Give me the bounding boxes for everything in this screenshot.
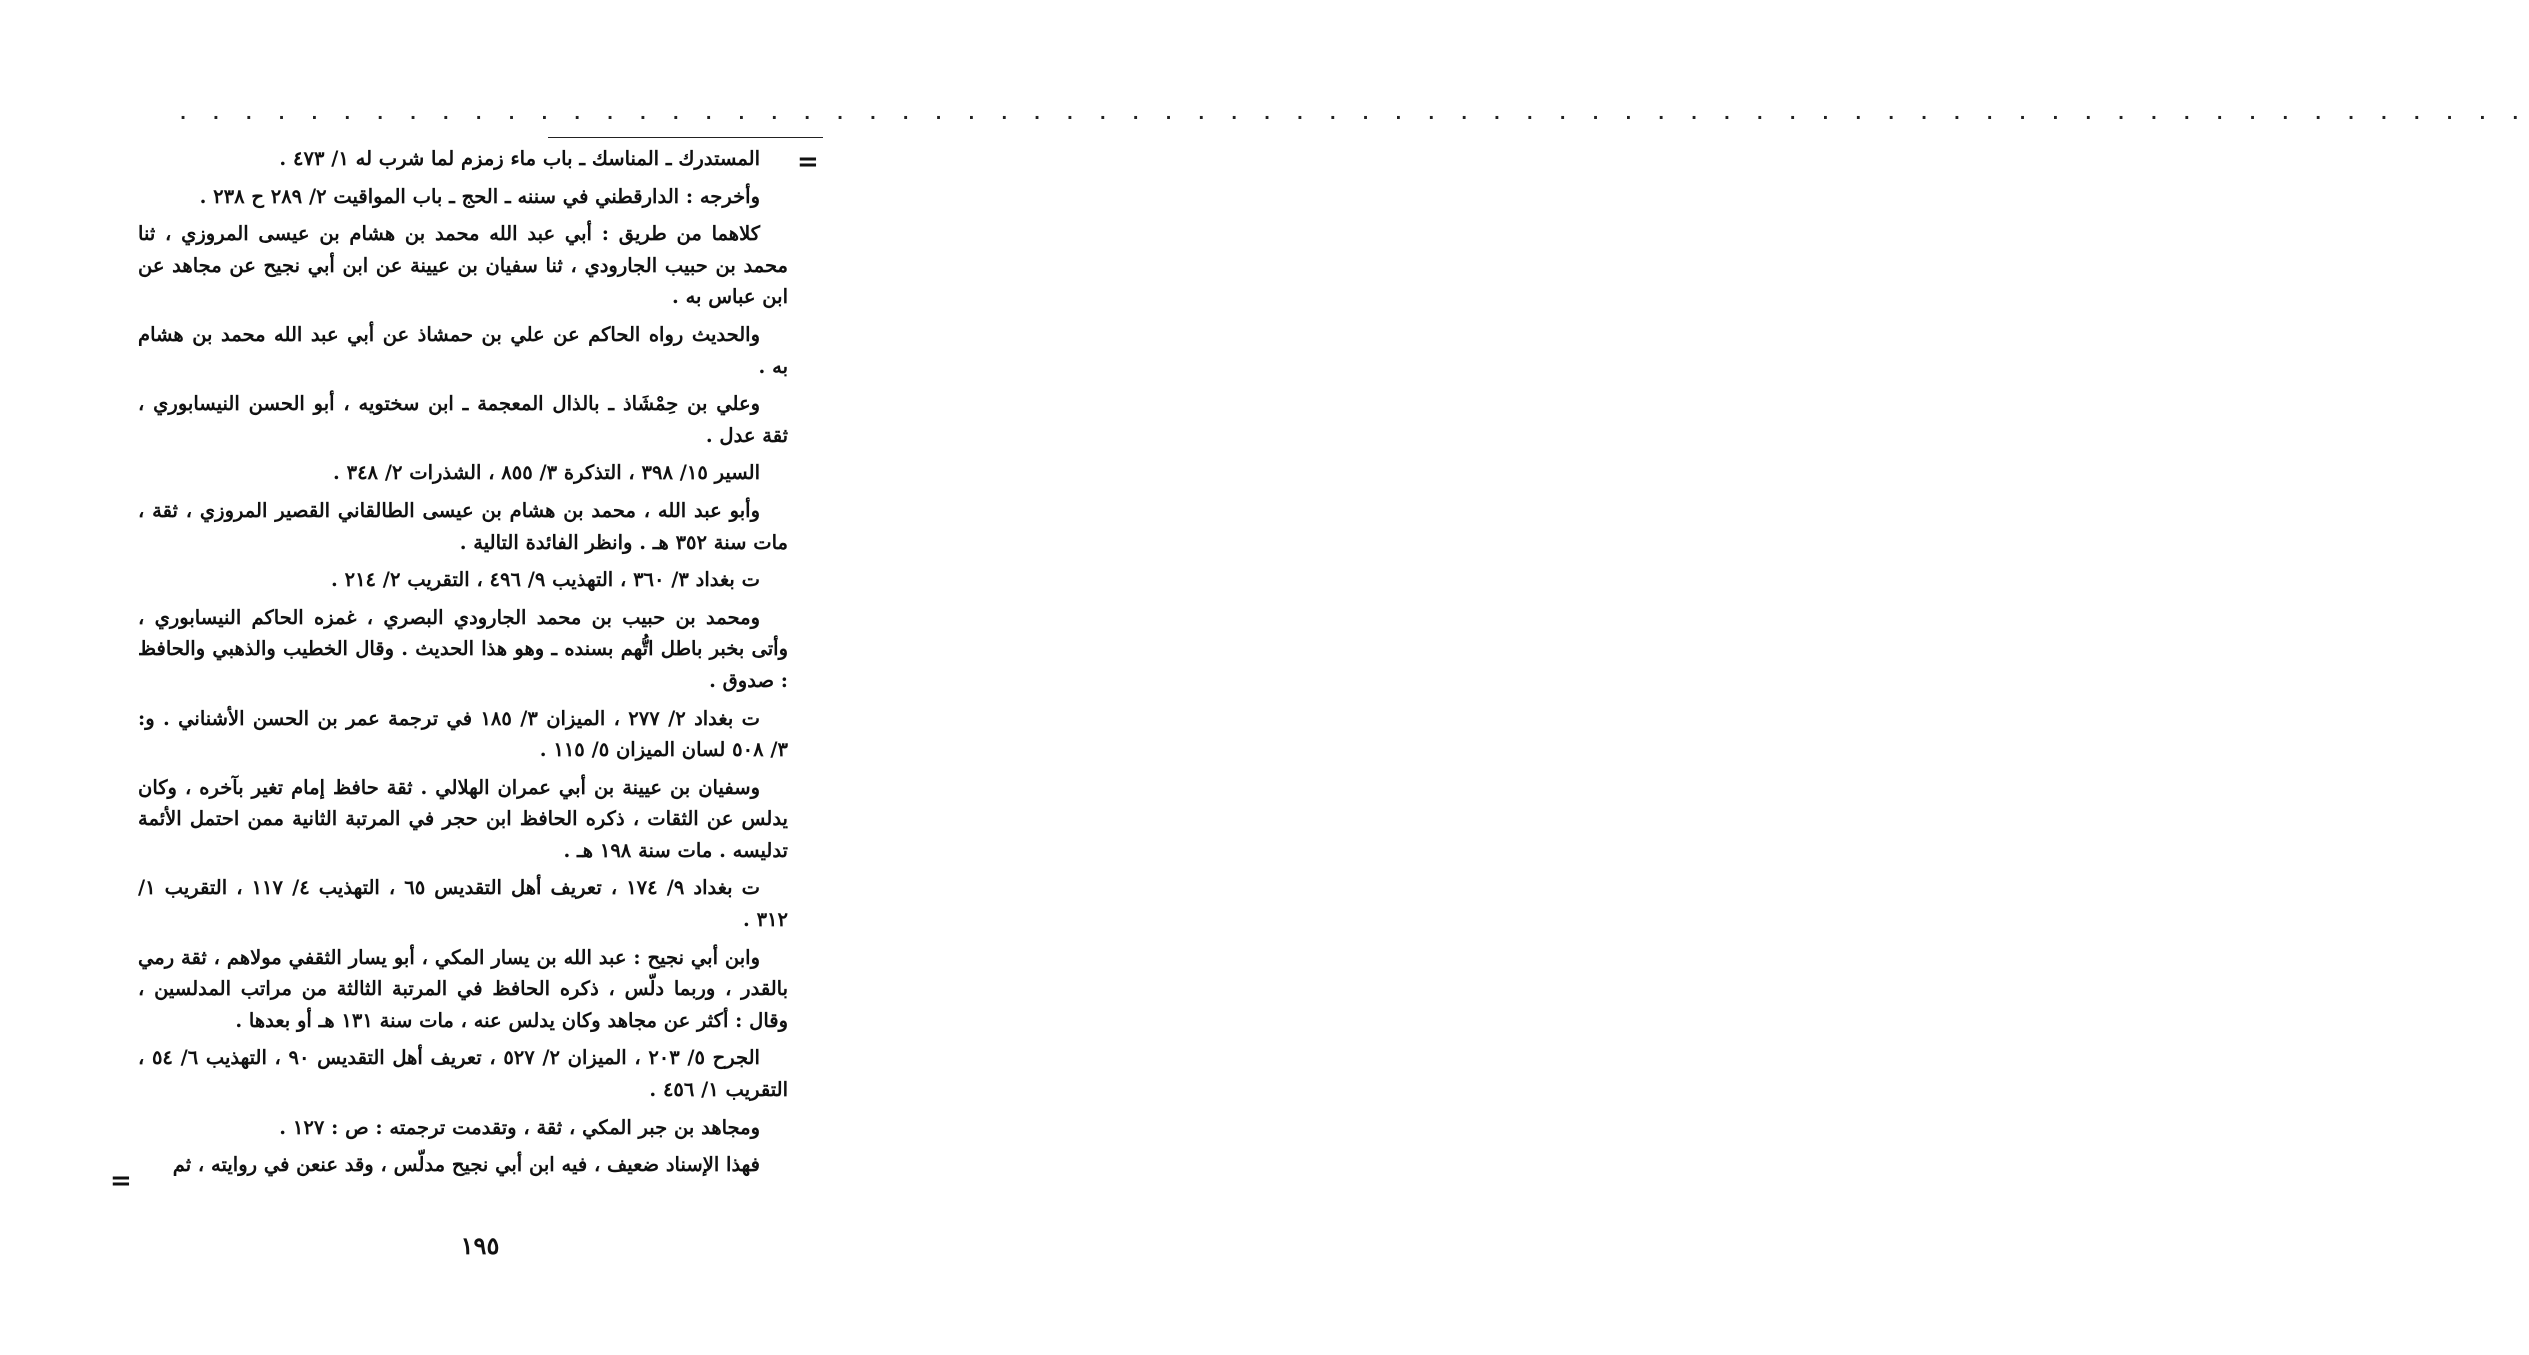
paragraph: وسفيان بن عيينة بن أبي عمران الهلالي . ثقة حافظ إمام تغير بآخره ، وكان يدلس عن الثقات ، ذكره الحافظ ابن حجر في المرتبة الثانية ممن احتمل الأئمة تدليسه . مات سنة ١٩٨ هـ .: [138, 775, 788, 862]
paragraph: والحديث رواه الحاكم عن علي بن حمشاذ عن أبي عبد الله محمد بن هشام به .: [138, 322, 788, 378]
paragraph: السير ١٥/ ٣٩٨ ، التذكرة ٣/ ٨٥٥ ، الشذرات ٢/ ٣٤٨ .: [333, 461, 760, 485]
paragraph: المستدرك ـ المناسك ـ باب ماء زمزم لما شرب له ١/ ٤٧٣ .: [279, 147, 760, 170]
paragraph: فهذا الإسناد ضعيف ، فيه ابن أبي نجيح مدلّس ، وقد عنعن في روايته ، ثم: [172, 1153, 760, 1177]
paragraph: وأبو عبد الله ، محمد بن هشام بن عيسى الطالقاني القصير المروزي ، ثقة ، مات سنة ٣٥٢ هـ . وانظر الفائدة التالية .: [138, 498, 788, 554]
footnote-separator-rule: [548, 137, 823, 138]
paragraph: ت بغداد ٩/ ١٧٤ ، تعريف أهل التقديس ٦٥ ، التهذيب ٤/ ١١٧ ، التقريب ١/ ٣١٢ .: [138, 876, 788, 932]
paragraph: ت بغداد ٣/ ٣٦٠ ، التهذيب ٩/ ٤٩٦ ، التقريب ٢/ ٢١٤ .: [331, 568, 760, 592]
decorative-dot-line: . . . . . . . . . . . . . . . . . . . . . . . . . . . . . . . . . . . . . . . . . . . . . . . . . . . . . . . . . . . . . . . . . . . . . . . .: [180, 104, 2529, 123]
paragraph: كلاهما من طريق : أبي عبد الله محمد بن هشام بن عيسى المروزي ، ثنا محمد بن حبيب الجارودي ، ثنا سفيان بن عيينة عن ابن أبي نجيح عن مجاهد عن ابن عباس به .: [138, 222, 788, 309]
paragraph: ومحمد بن حبيب بن محمد الجارودي البصري ، غمزه الحاكم النيسابوري ، وأتى بخبر باطل اتُّهم بسنده ـ وهو هذا الحديث . وقال الخطيب والذهبي والحافظ : صدوق .: [138, 605, 788, 692]
paragraph: الجرح ٥/ ٢٠٣ ، الميزان ٢/ ٥٢٧ ، تعريف أهل التقديس ٩٠ ، التهذيب ٦/ ٥٤ ، التقريب ١/ ٤٥٦ .: [138, 1046, 788, 1102]
paragraph: وأخرجه : الدارقطني في سننه ـ الحج ـ باب المواقيت ٢/ ٢٨٩ ح ٢٣٨ .: [199, 184, 760, 208]
paragraph: ت بغداد ٢/ ٢٧٧ ، الميزان ٣/ ١٨٥ في ترجمة عمر بن الحسن الأشناني . و: ٣/ ٥٠٨ لسان الميزان ٥/ ١١٥ .: [138, 706, 788, 762]
page-number: ١٩٥: [460, 1231, 500, 1260]
paragraph: ومجاهد بن جبر المكي ، ثقة ، وتقدمت ترجمته : ص : ١٢٧ .: [279, 1115, 760, 1139]
end-continuation-mark: =: [110, 1166, 132, 1196]
footnote-text-block: [138, 143, 788, 1187]
continuation-mark: =: [797, 147, 819, 177]
paragraph: وعلي بن حِمْشَاذ ـ بالذال المعجمة ـ ابن سختويه ، أبو الحسن النيسابوري ، ثقة عدل .: [138, 392, 788, 447]
paragraph: وابن أبي نجيح : عبد الله بن يسار المكي ، أبو يسار الثقفي مولاهم ، ثقة رمي بالقدر ، وربما دلّس ، ذكره الحافظ في المرتبة الثالثة من مراتب المدلسين ، وقال : أكثر عن مجاهد وكان يدلس عنه ، مات سنة ١٣١ هـ أو بعدها .: [138, 945, 788, 1032]
